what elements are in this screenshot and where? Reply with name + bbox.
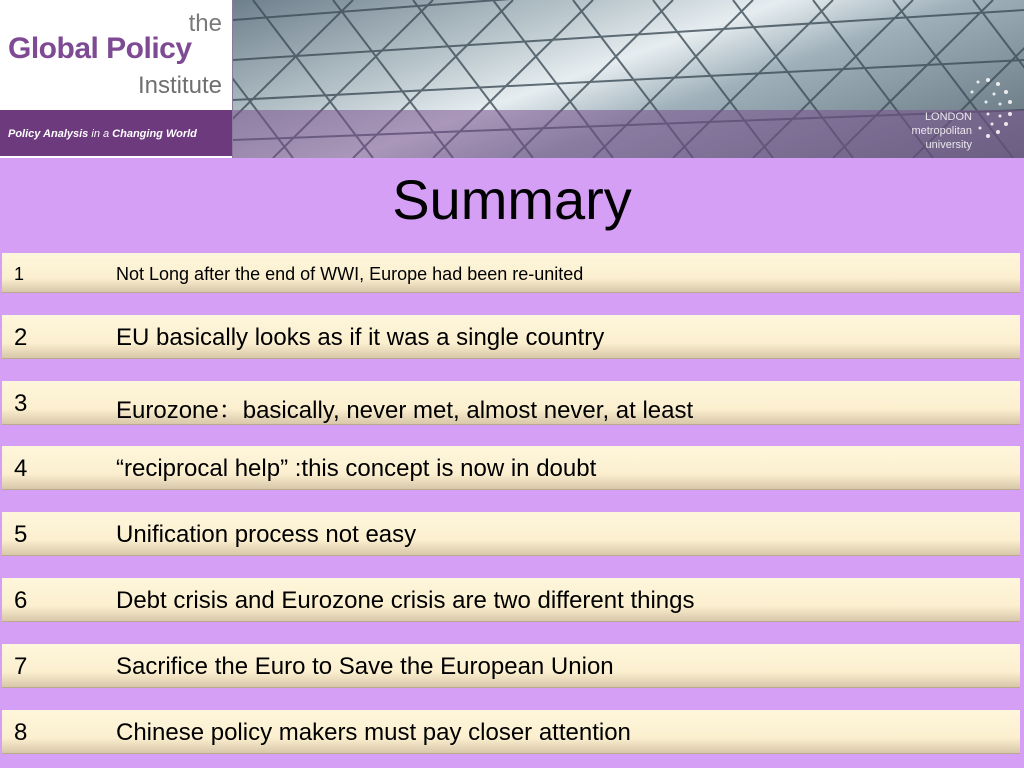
item-text: Not Long after the end of WWI, Europe had been re-united — [116, 264, 584, 284]
item-text: “reciprocal help” :this concept is now in doubt — [116, 455, 597, 482]
logo-institute: Institute — [137, 72, 222, 99]
list-item — [2, 578, 1020, 622]
university-line3: university — [925, 139, 972, 151]
list-item — [2, 446, 1020, 490]
list-item — [2, 253, 1020, 293]
list-item — [2, 512, 1020, 556]
tagline-mid: in a — [88, 128, 113, 140]
item-number: 1 — [14, 264, 25, 284]
logo-global-policy: Global Policy — [8, 32, 192, 65]
item-text: Chinese policy makers must pay closer attention — [116, 719, 631, 746]
item-number: 3 — [14, 390, 28, 417]
tagline-suffix: Changing World — [112, 128, 197, 140]
item-text: Debt crisis and Eurozone crisis are two different things — [116, 587, 695, 614]
item-text: EU basically looks as if it was a single country — [116, 324, 605, 351]
item-number: 6 — [14, 587, 28, 614]
tagline-prefix: Policy Analysis — [8, 128, 89, 140]
list-item — [2, 710, 1020, 754]
item-number: 7 — [14, 653, 28, 680]
list-item — [2, 381, 1020, 425]
slide-title: Summary — [392, 168, 632, 231]
logo-the: the — [188, 10, 222, 37]
item-number: 5 — [14, 521, 28, 548]
header-photo — [233, 0, 1024, 158]
item-number: 8 — [14, 719, 28, 746]
tagline — [8, 128, 197, 140]
university-line2: metropolitan — [911, 125, 972, 137]
header-banner — [0, 0, 1024, 158]
item-text: Sacrifice the Euro to Save the European Union — [116, 653, 614, 680]
item-text: Unification process not easy — [116, 521, 417, 548]
list-item — [2, 315, 1020, 359]
gpi-logo — [0, 0, 233, 158]
item-text: Eurozone：basically, never met, almost never, at least — [116, 397, 694, 424]
header-band — [233, 110, 1024, 158]
university-logo-text — [911, 110, 972, 152]
item-number: 4 — [14, 455, 28, 482]
university-line1: LONDON — [924, 111, 972, 123]
list-item — [2, 644, 1020, 688]
item-number: 2 — [14, 324, 28, 351]
